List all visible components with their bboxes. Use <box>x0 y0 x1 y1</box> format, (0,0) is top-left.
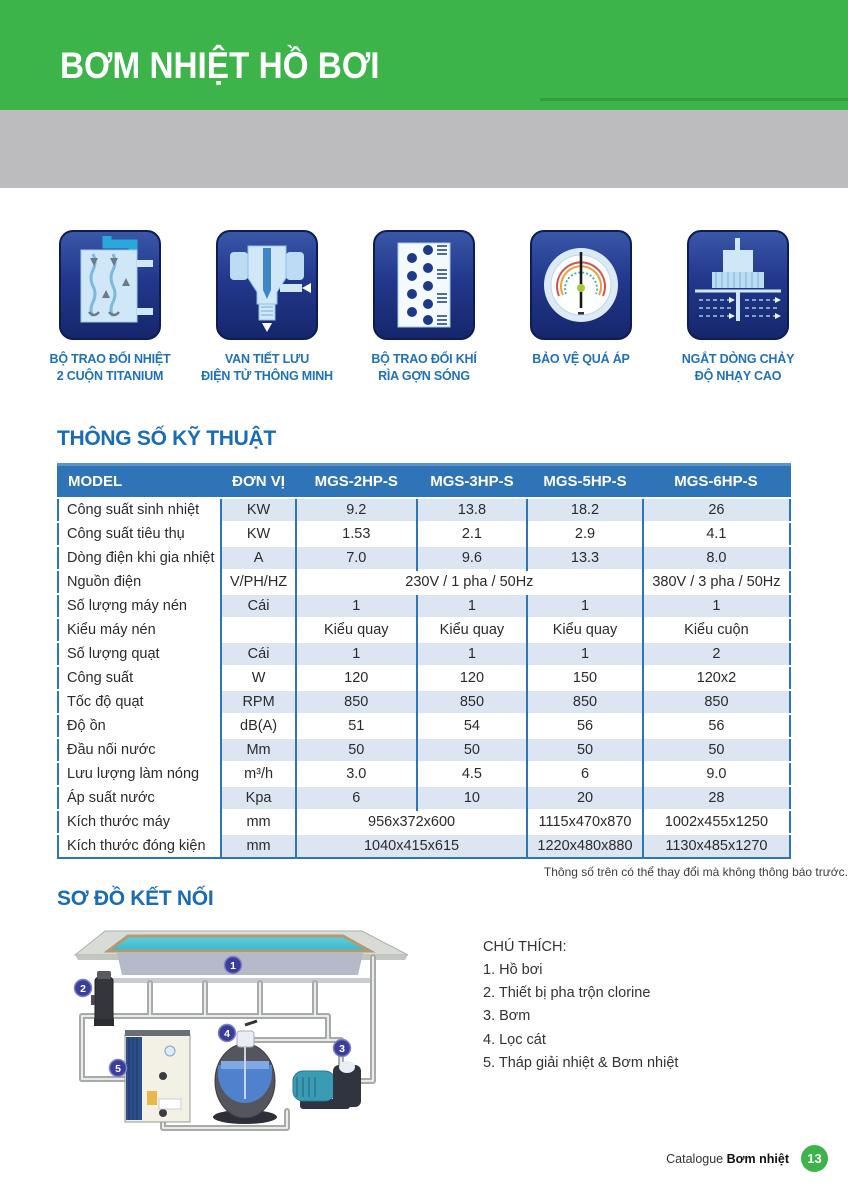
water-pump <box>293 1061 361 1109</box>
row-unit: A <box>221 546 296 570</box>
row-value: 9.0 <box>643 762 790 786</box>
row-value: 20 <box>527 786 643 810</box>
row-value: 4.5 <box>417 762 528 786</box>
feature-item <box>348 228 500 385</box>
row-unit: m³/h <box>221 762 296 786</box>
row-value: 850 <box>296 690 417 714</box>
row-value: 120 <box>296 666 417 690</box>
flow-switch-icon <box>685 228 791 342</box>
row-value: 1130x485x1270 <box>643 834 790 858</box>
legend-title: CHÚ THÍCH: <box>483 938 567 955</box>
page-title: BƠM NHIỆT HỒ BƠI <box>60 45 380 86</box>
row-unit: Cái <box>221 642 296 666</box>
row-value: Kiểu quay <box>296 618 417 642</box>
row-value: Kiểu cuộn <box>643 618 790 642</box>
column-header: MGS-6HP-S <box>643 465 790 498</box>
column-header: MGS-2HP-S <box>296 465 417 498</box>
row-value: 1220x480x880 <box>527 834 643 858</box>
row-value: 2.9 <box>527 522 643 546</box>
connection-diagram <box>55 921 445 1136</box>
row-value: 28 <box>643 786 790 810</box>
diagram-badge-number: 5 <box>115 1062 121 1075</box>
row-unit: W <box>221 666 296 690</box>
row-value: 50 <box>527 738 643 762</box>
row-label: Dòng điện khi gia nhiệt <box>58 546 221 570</box>
row-value: 1 <box>643 594 790 618</box>
row-value: 9.6 <box>417 546 528 570</box>
pool-water <box>108 936 370 951</box>
row-value: 26 <box>643 498 790 522</box>
feature-caption: BỘ TRAO ĐỔI KHÍ RÌA GỢN SÓNG <box>371 352 477 383</box>
row-value: 1 <box>296 642 417 666</box>
table-row <box>58 810 790 834</box>
table-row <box>58 738 790 762</box>
row-label: Số lượng máy nén <box>58 594 221 618</box>
row-label: Kích thước máy <box>58 810 221 834</box>
row-unit: RPM <box>221 690 296 714</box>
table-row <box>58 594 790 618</box>
legend-item: 4. Lọc cát <box>483 1031 546 1048</box>
row-value: 50 <box>296 738 417 762</box>
row-value: 18.2 <box>527 498 643 522</box>
row-value: 13.8 <box>417 498 528 522</box>
diagram-section-title: SƠ ĐỒ KẾT NỐI <box>57 886 214 910</box>
row-value: 2 <box>643 642 790 666</box>
table-row <box>58 498 790 522</box>
feature-caption: NGẮT DÒNG CHẢY ĐỘ NHẠY CAO <box>681 352 795 383</box>
row-label: Công suất <box>58 666 221 690</box>
row-value: 1040x415x615 <box>296 834 527 858</box>
row-label: Kích thước đóng kiện <box>58 834 221 858</box>
table-row <box>58 834 790 858</box>
row-value: 51 <box>296 714 417 738</box>
table-row <box>58 570 790 594</box>
diagram-badge-number: 4 <box>224 1027 230 1040</box>
row-unit: KW <box>221 522 296 546</box>
diagram-badge-number: 1 <box>230 959 236 972</box>
row-label: Công suất sinh nhiệt <box>58 498 221 522</box>
air-heat-exchanger-icon <box>371 228 477 342</box>
table-row <box>58 522 790 546</box>
row-value: 7.0 <box>296 546 417 570</box>
row-value: 120 <box>417 666 528 690</box>
feature-item <box>191 228 343 385</box>
row-unit: V/PH/HZ <box>221 570 296 594</box>
row-value: 150 <box>527 666 643 690</box>
row-value: 230V / 1 pha / 50Hz <box>296 570 643 594</box>
row-value: 4.1 <box>643 522 790 546</box>
row-unit <box>221 618 296 642</box>
specs-section-title: THÔNG SỐ KỸ THUẬT <box>57 427 276 450</box>
feature-icon-row <box>0 228 848 385</box>
row-value: 1 <box>527 642 643 666</box>
row-label: Đầu nối nước <box>58 738 221 762</box>
heat-pump <box>125 1030 190 1122</box>
row-unit: dB(A) <box>221 714 296 738</box>
row-value: 50 <box>643 738 790 762</box>
row-unit: KW <box>221 498 296 522</box>
row-label: Số lượng quạt <box>58 642 221 666</box>
footer-catalogue-text: Catalogue Bơm nhiệt <box>666 1151 789 1166</box>
row-value: 850 <box>417 690 528 714</box>
table-row <box>58 642 790 666</box>
row-value: 6 <box>527 762 643 786</box>
row-label: Công suất tiêu thụ <box>58 522 221 546</box>
row-unit: mm <box>221 834 296 858</box>
row-label: Tốc độ quạt <box>58 690 221 714</box>
table-row <box>58 618 790 642</box>
row-value: 1 <box>527 594 643 618</box>
page-header <box>0 0 848 110</box>
diagram-badge-number: 3 <box>339 1042 345 1055</box>
row-value: 56 <box>527 714 643 738</box>
row-label: Áp suất nước <box>58 786 221 810</box>
row-value: 54 <box>417 714 528 738</box>
row-value: 850 <box>643 690 790 714</box>
feature-caption: VAN TIẾT LƯU ĐIỆN TỬ THÔNG MINH <box>201 352 333 383</box>
column-header-model: MODEL <box>58 465 221 498</box>
row-value: 120x2 <box>643 666 790 690</box>
row-unit: Cái <box>221 594 296 618</box>
row-value: 50 <box>417 738 528 762</box>
feature-item <box>662 228 814 385</box>
specs-note: Thông số trên có thể thay đổi mà không thông báo trước. <box>543 864 848 879</box>
row-value: 1 <box>296 594 417 618</box>
table-row <box>58 666 790 690</box>
row-value: 56 <box>643 714 790 738</box>
legend-item: 2. Thiết bị pha trộn clorine <box>483 984 651 1001</box>
page-footer <box>666 1145 828 1172</box>
row-unit: Kpa <box>221 786 296 810</box>
row-label: Kiểu máy nén <box>58 618 221 642</box>
row-value: 6 <box>296 786 417 810</box>
page-number-badge: 13 <box>801 1145 828 1172</box>
row-value: 380V / 3 pha / 50Hz <box>643 570 790 594</box>
row-value: 2.1 <box>417 522 528 546</box>
row-value: 1 <box>417 594 528 618</box>
header-accent-line <box>540 98 848 101</box>
row-value: Kiểu quay <box>417 618 528 642</box>
row-unit: Mm <box>221 738 296 762</box>
diagram-legend <box>483 921 678 1136</box>
table-row <box>58 786 790 810</box>
electronic-expansion-valve-icon <box>214 228 320 342</box>
row-value: 956x372x600 <box>296 810 527 834</box>
row-value: Kiểu quay <box>527 618 643 642</box>
table-row <box>58 762 790 786</box>
table-row <box>58 690 790 714</box>
titanium-heat-exchanger-icon <box>57 228 163 342</box>
row-unit: mm <box>221 810 296 834</box>
legend-item: 5. Tháp giải nhiệt & Bơm nhiệt <box>483 1055 679 1072</box>
specs-table-header-row <box>58 465 790 498</box>
row-value: 9.2 <box>296 498 417 522</box>
row-value: 1.53 <box>296 522 417 546</box>
gray-band <box>0 110 848 188</box>
column-header: ĐƠN VỊ <box>221 465 296 498</box>
feature-item <box>505 228 657 385</box>
specs-table <box>57 463 791 859</box>
feature-caption: BỘ TRAO ĐỔI NHIỆT 2 CUỘN TITANIUM <box>49 352 171 383</box>
table-row <box>58 546 790 570</box>
row-value: 10 <box>417 786 528 810</box>
pressure-gauge-icon <box>528 228 634 342</box>
row-value: 1115x470x870 <box>527 810 643 834</box>
row-value: 8.0 <box>643 546 790 570</box>
legend-item: 3. Bơm <box>483 1008 531 1025</box>
feature-caption: BẢO VỆ QUÁ ÁP <box>532 352 630 366</box>
row-value: 3.0 <box>296 762 417 786</box>
row-value: 850 <box>527 690 643 714</box>
feature-item <box>34 228 186 385</box>
row-label: Nguồn điện <box>58 570 221 594</box>
row-value: 1 <box>417 642 528 666</box>
table-row <box>58 714 790 738</box>
diagram-badge-number: 2 <box>80 982 86 995</box>
row-label: Độ ồn <box>58 714 221 738</box>
legend-item: 1. Hồ bơi <box>483 961 543 978</box>
row-label: Lưu lượng làm nóng <box>58 762 221 786</box>
column-header: MGS-5HP-S <box>527 465 643 498</box>
row-value: 1002x455x1250 <box>643 810 790 834</box>
column-header: MGS-3HP-S <box>417 465 528 498</box>
row-value: 13.3 <box>527 546 643 570</box>
